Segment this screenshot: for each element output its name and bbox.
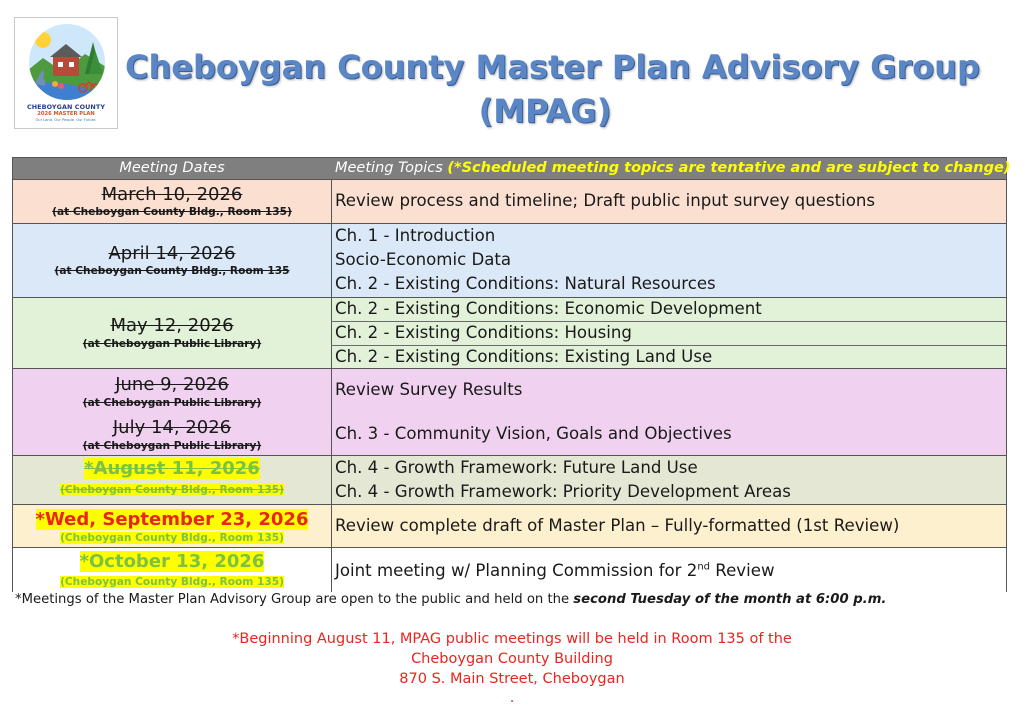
meeting-row-august <box>13 455 1006 504</box>
meeting-schedule-note <box>15 592 886 607</box>
meeting-topic: Ch. 2 - Existing Conditions: Natural Resources <box>335 274 716 293</box>
logo-title: CHEBOYGAN COUNTY <box>26 103 106 111</box>
meeting-topic: Ch. 2 - Existing Conditions: Economic Development <box>335 299 762 318</box>
meeting-location: (at Cheboygan County Bldg., Room 135 <box>54 265 290 277</box>
location-notice-line2: Cheboygan County Building <box>411 651 613 667</box>
meeting-row-october <box>13 547 1006 592</box>
note-emphasis: second Tuesday of the month at 6:00 p.m. <box>573 592 887 607</box>
meeting-topic: Ch. 4 - Growth Framework: Priority Development Areas <box>335 482 791 501</box>
meeting-topic: Ch. 1 - Introduction <box>335 226 496 245</box>
header-topics-label: Meeting Topics <box>335 160 443 176</box>
meeting-date <box>13 458 331 479</box>
page-title-acronym: (MPAG) <box>478 92 612 130</box>
meeting-topic-text-end: Review <box>710 561 775 580</box>
meeting-topic-superscript: nd <box>697 561 711 573</box>
meeting-date-text: *Wed, September 23, 2026 <box>35 509 309 530</box>
meeting-topic: Socio-Economic Data <box>335 250 512 269</box>
meeting-topic: Ch. 4 - Growth Framework: Future Land Use <box>335 458 698 477</box>
meeting-date-text: *August 11, 2026 <box>84 458 260 479</box>
meeting-topic: Review Survey Results <box>335 380 523 399</box>
meeting-topic <box>335 561 775 580</box>
meeting-date-text: *October 13, 2026 <box>79 551 265 572</box>
meeting-date <box>13 551 331 572</box>
meeting-topic: Ch. 2 - Existing Conditions: Housing <box>335 323 632 342</box>
table-header <box>13 158 1011 179</box>
meeting-location <box>13 532 331 544</box>
meeting-row-september <box>13 504 1006 547</box>
meeting-location-text: (Cheboygan County Bldg., Room 135) <box>60 576 284 588</box>
meeting-location <box>13 576 331 588</box>
meeting-date: April 14, 2026 <box>108 243 236 264</box>
county-logo <box>14 17 118 129</box>
meeting-date <box>13 509 331 530</box>
meeting-date: June 9, 2026 <box>115 374 229 395</box>
meeting-topic: Ch. 2 - Existing Conditions: Existing Land Use <box>335 347 713 366</box>
meeting-topic: Review complete draft of Master Plan – Fully-formatted (1st Review) <box>335 516 900 535</box>
header-meeting-dates: Meeting Dates <box>119 160 225 176</box>
header-meeting-topics <box>335 158 1010 179</box>
meeting-schedule-table <box>12 157 1011 592</box>
meeting-location: (at Cheboygan Public Library) <box>82 440 262 452</box>
meeting-location: (at Cheboygan County Bldg., Room 135) <box>52 206 292 218</box>
meeting-row-may <box>13 297 1006 368</box>
location-notice-line3: 870 S. Main Street, Cheboygan <box>399 671 625 687</box>
meeting-location <box>13 484 331 496</box>
meeting-row-june-july <box>13 368 1006 455</box>
meeting-date: March 10, 2026 <box>101 184 243 205</box>
meeting-date: May 12, 2026 <box>110 315 234 336</box>
meeting-topic-text: Joint meeting w/ Planning Commission for 2 <box>335 561 698 580</box>
meeting-date: July 14, 2026 <box>112 417 232 438</box>
page-title: Cheboygan County Master Plan Advisory Group <box>125 48 980 86</box>
location-notice-line4: . <box>509 690 515 706</box>
meeting-location: (at Cheboygan Public Library) <box>82 338 262 350</box>
meeting-row-april <box>13 223 1006 297</box>
meeting-row-march <box>13 179 1006 223</box>
meeting-topic: Ch. 3 - Community Vision, Goals and Objectives <box>335 424 732 443</box>
meeting-topic: Review process and timeline; Draft public input survey questions <box>335 191 876 210</box>
logo-tagline: Our Land, Our People, Our Future. <box>35 118 97 122</box>
header-topics-note: (*Scheduled meeting topics are tentative and are subject to change) <box>447 160 1011 176</box>
logo-subtitle: 2026 MASTER PLAN <box>37 111 95 117</box>
meeting-location-text: (Cheboygan County Bldg., Room 135) <box>60 484 284 496</box>
meeting-location-text: (Cheboygan County Bldg., Room 135) <box>60 532 284 544</box>
meeting-location: (at Cheboygan Public Library) <box>82 397 262 409</box>
note-text: *Meetings of the Master Plan Advisory Group are open to the public and held on the <box>15 592 574 607</box>
logo-artwork-icon <box>23 22 111 102</box>
location-notice-line1: *Beginning August 11, MPAG public meetings will be held in Room 135 of the <box>232 631 792 647</box>
